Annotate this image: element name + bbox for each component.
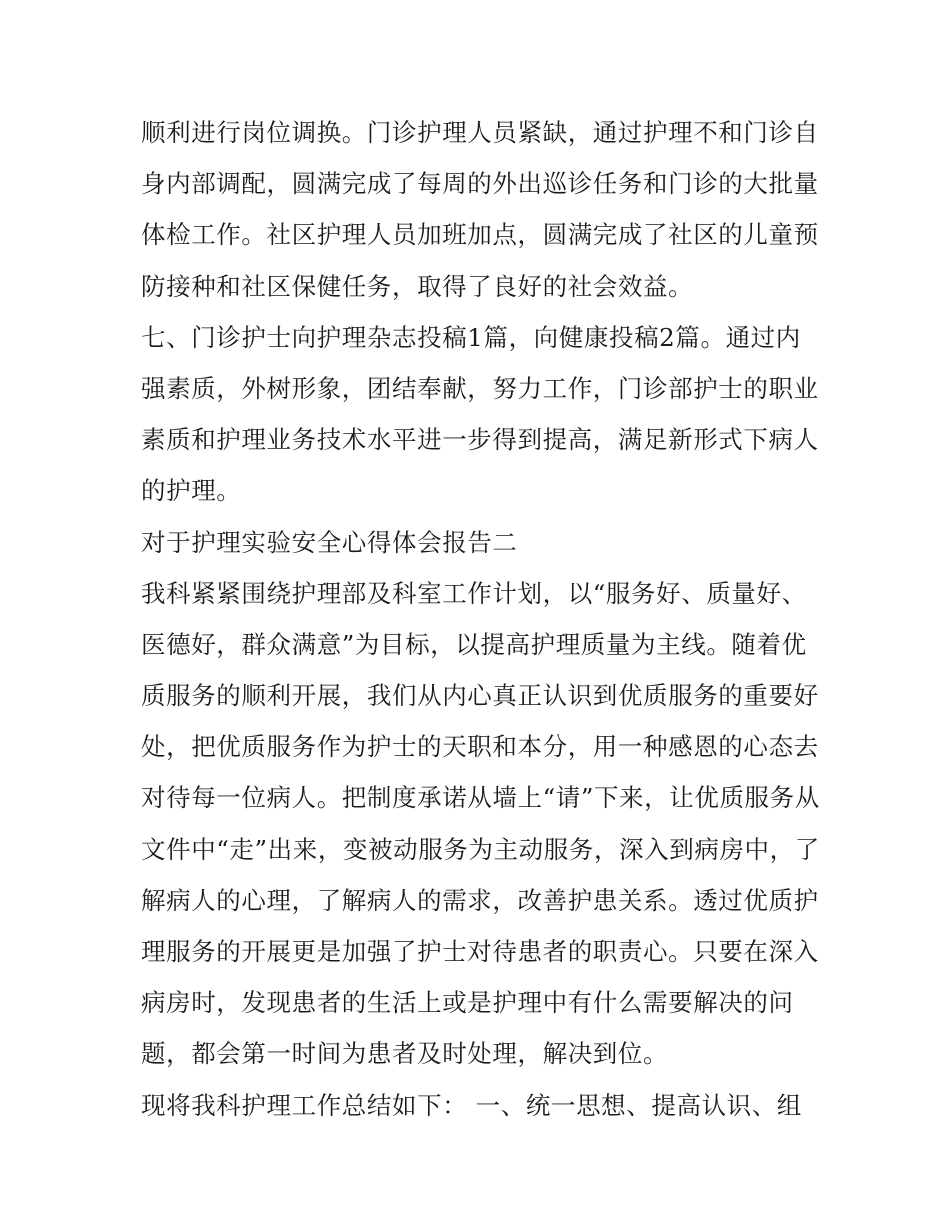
text-line: 七、门诊护士向护理杂志投稿1篇，向健康投稿2篇。通过内: [141, 322, 801, 352]
text-line: 质服务的顺利开展，我们从内心真正认识到优质服务的重要好: [141, 681, 819, 711]
document-body: [141, 107, 821, 1131]
text-line: 处，把优质服务作为护士的天职和本分，用一种感恩的心态去: [141, 732, 819, 762]
text-line: 现将我科护理工作总结如下： 一、统一思想、提高认识、组: [141, 1090, 802, 1120]
text-line: 医德好，群众满意”为目标，以提高护理质量为主线。随着优: [141, 629, 807, 659]
text-line: 顺利进行岗位调换。门诊护理人员紧缺，通过护理不和门诊自: [141, 118, 819, 147]
text-line: 解病人的心理，了解病人的需求，改善护患关系。透过优质护: [141, 885, 819, 915]
text-line: 对待每一位病人。把制度承诺从墙上“请”下来，让优质服务从: [141, 783, 820, 813]
text-line: 病房时，发现患者的生活上或是护理中有什么需要解决的问: [141, 988, 794, 1018]
text-line: 强素质，外树形象，团结奉献，努力工作，门诊部护士的职业: [141, 373, 819, 403]
text-line: 的护理。: [141, 476, 242, 506]
text-line: 题，都会第一时间为患者及时处理，解决到位。: [141, 1039, 669, 1069]
text-line: 身内部调配，圆满完成了每周的外出巡诊任务和门诊的大批量: [141, 169, 819, 199]
text-line: 文件中“走”出来，变被动服务为主动服务，深入到病房中，了: [141, 834, 820, 864]
text-line: 体检工作。社区护理人员加班加点，圆满完成了社区的儿童预: [141, 220, 819, 250]
section-heading: 对于护理实验安全心得体会报告二: [141, 527, 518, 557]
text-line: 我科紧紧围绕护理部及科室工作计划，以“服务好、质量好、: [141, 578, 807, 608]
text-line: 防接种和社区保健任务，取得了良好的社会效益。: [141, 271, 694, 301]
text-line: 理服务的开展更是加强了护士对待患者的职责心。只要在深入: [141, 937, 819, 966]
text-line: 素质和护理业务技术水平进一步得到提高，满足新形式下病人: [141, 425, 819, 455]
